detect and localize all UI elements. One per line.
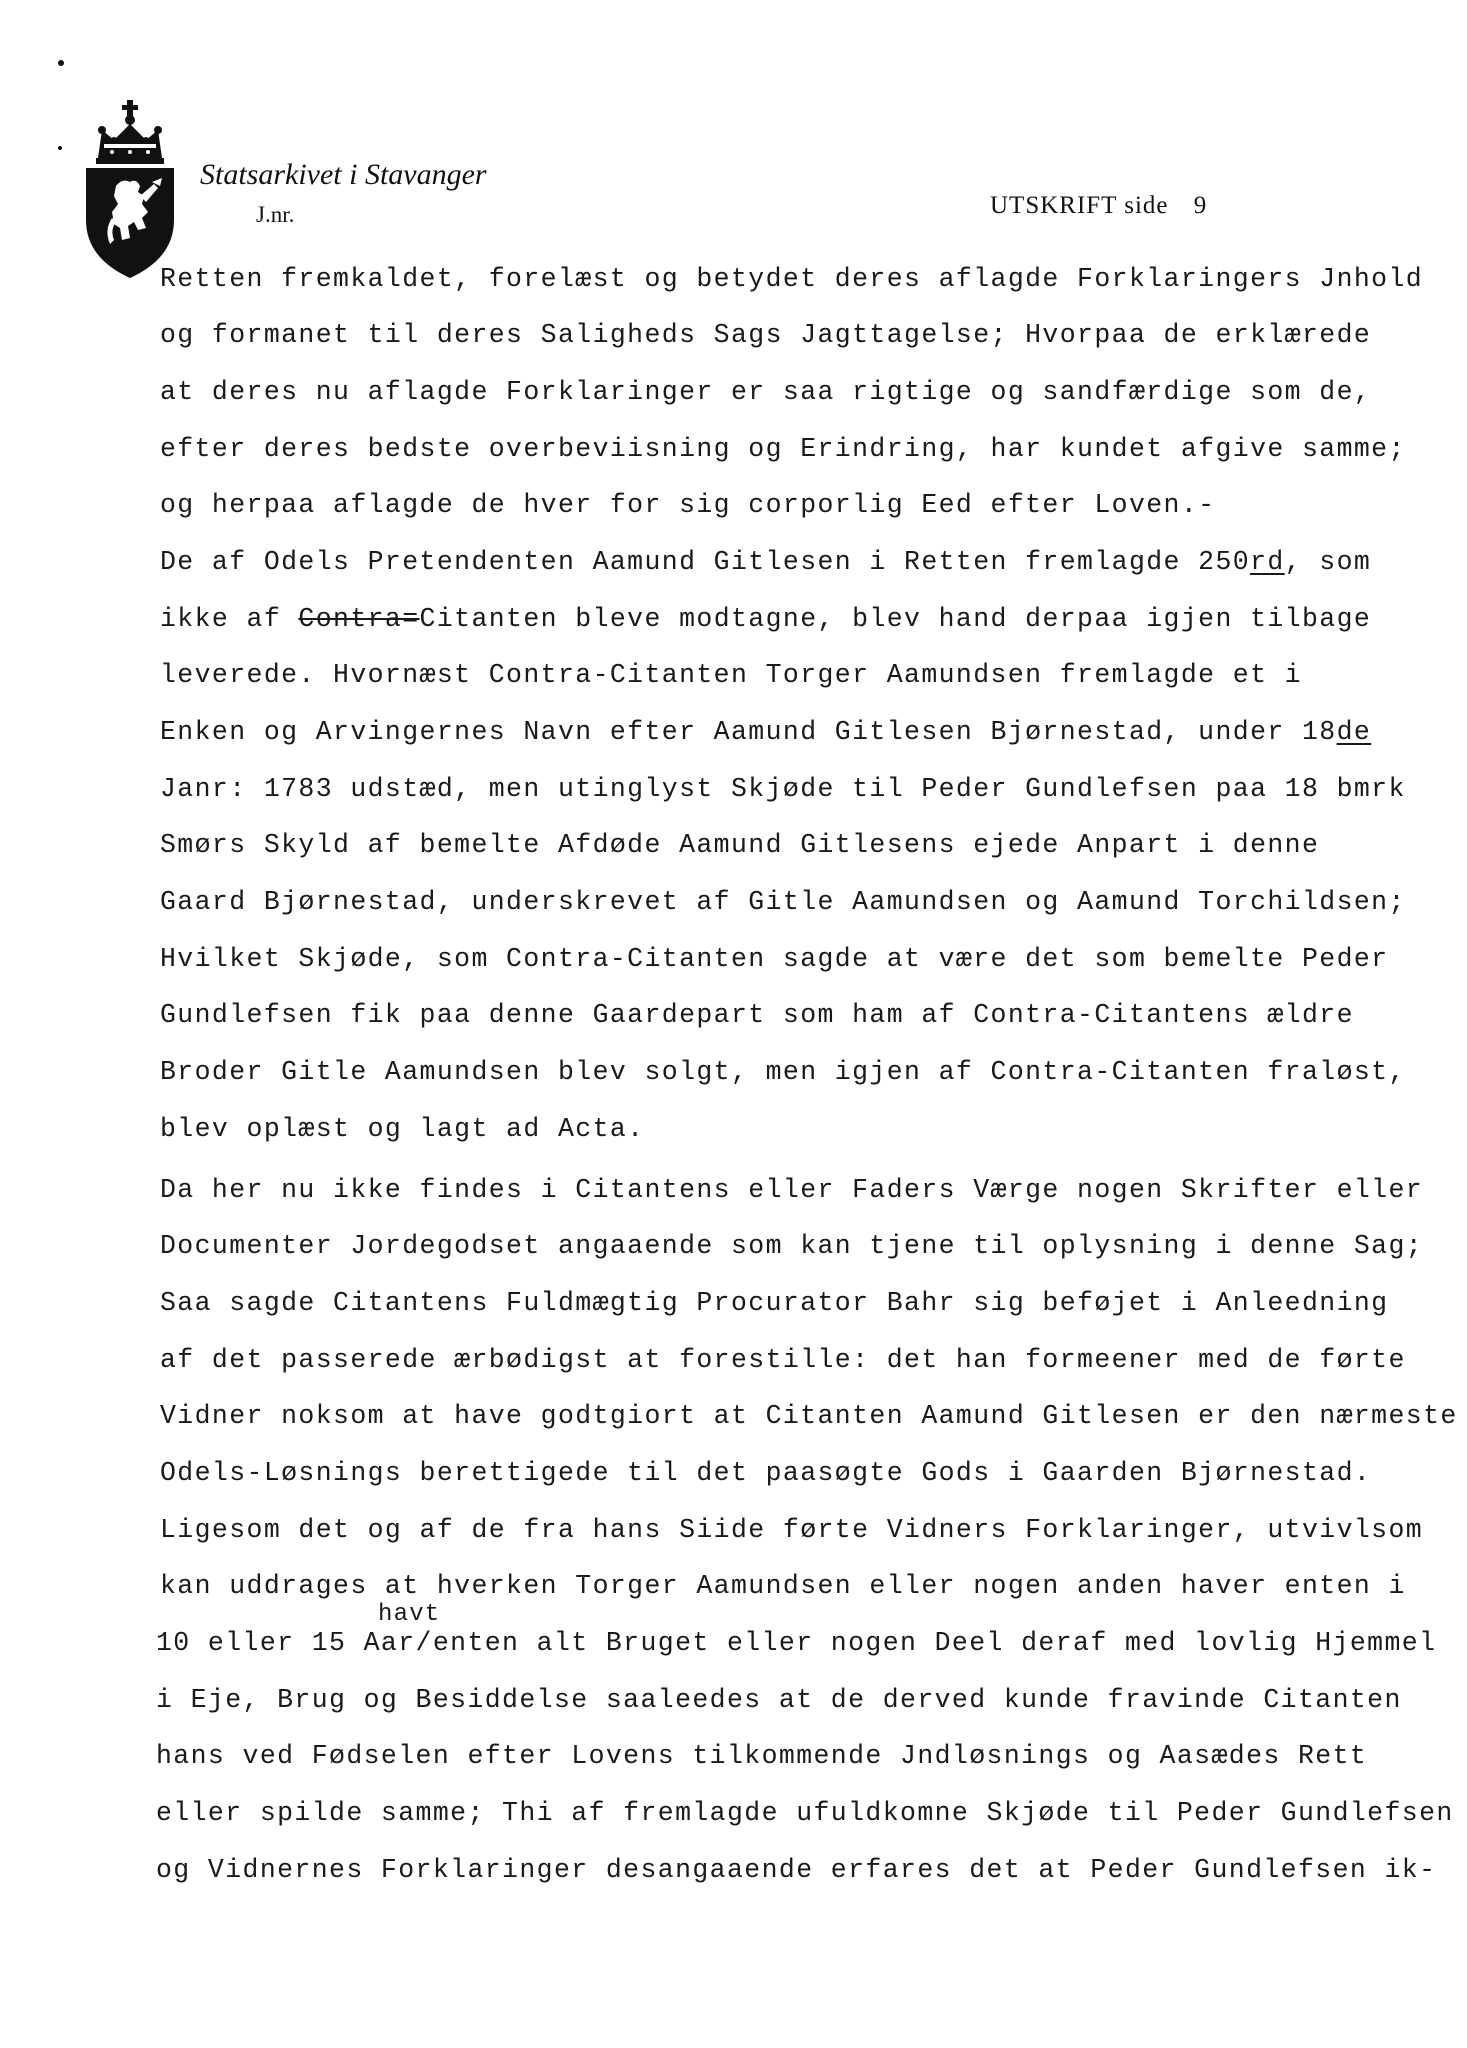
text-line: Da her nu ikke findes i Citantens eller Faders Værge nogen Skrifter eller bbox=[160, 1175, 1424, 1205]
text-line: og formanet til deres Saligheds Sags Jagttagelse; Hvorpaa de erklærede bbox=[160, 320, 1372, 350]
text-line: leverede. Hvornæst Contra-Citanten Torger Aamundsen fremlagde et i bbox=[160, 660, 1302, 690]
document-label: UTSKRIFT side bbox=[990, 192, 1169, 219]
text-line: Janr: 1783 udstæd, men utinglyst Skjøde til Peder Gundlefsen paa 18 bmrk bbox=[160, 774, 1406, 804]
text-line: efter deres bedste overbeviisning og Erindring, har kundet afgive samme; bbox=[160, 434, 1406, 464]
text-line: Saa sagde Citantens Fuldmægtig Procurator Bahr sig beføjet i Anleedning bbox=[160, 1288, 1389, 1318]
struck-correction: Contra= bbox=[298, 604, 420, 634]
journal-number-label: J.nr. bbox=[256, 202, 295, 227]
text-line: og Vidnernes Forklaringer desangaaende erfares det at Peder Gundlefsen ik- bbox=[156, 1855, 1437, 1885]
text-line: Gundlefsen fik paa denne Gaardepart som ham af Contra-Citantens ældre bbox=[160, 1000, 1354, 1030]
text-line: Gaard Bjørnestad, underskrevet af Gitle Aamundsen og Aamund Torchildsen; bbox=[160, 887, 1406, 917]
text-line: 10 eller 15 Aar/enten alt Bruget eller nogen Deel deraf med lovlig Hjemmel bbox=[156, 1628, 1437, 1658]
archive-name: Statsarkivet i Stavanger bbox=[200, 158, 487, 191]
text-line: og herpaa aflagde de hver for sig corporlig Eed efter Loven.- bbox=[160, 490, 1216, 520]
text-line: ikke af Contra=Citanten bleve modtagne, blev hand derpaa igjen tilbage bbox=[160, 604, 1372, 634]
text-line: at deres nu aflagde Forklaringer er saa rigtige og sandfærdige som de, bbox=[160, 377, 1372, 407]
text-line: Retten fremkaldet, forelæst og betydet deres aflagde Forklaringers Jnhold bbox=[160, 264, 1424, 294]
text-line: i Eje, Brug og Besiddelse saaleedes at de derved kunde fravinde Citanten bbox=[156, 1685, 1402, 1715]
text-line: Documenter Jordegodset angaaende som kan tjene til oplysning i denne Sag; bbox=[160, 1231, 1424, 1261]
text-line: kan uddrages at hverken Torger Aamundsen eller nogen anden haver enten i bbox=[160, 1571, 1406, 1601]
text-line: Enken og Arvingernes Navn efter Aamund Gitlesen Bjørnestad, under 18de bbox=[160, 717, 1372, 747]
text-line: blev oplæst og lagt ad Acta. bbox=[160, 1114, 645, 1144]
interlinear-insertion: havt bbox=[378, 1601, 441, 1628]
text-line: Vidner noksom at have godtgiort at Citanten Aamund Gitlesen er den nærmeste bbox=[160, 1401, 1458, 1431]
text-line: hans ved Fødselen efter Lovens tilkommende Jndløsnings og Aasædes Rett bbox=[156, 1741, 1368, 1771]
text-line: Broder Gitle Aamundsen blev solgt, men igjen af Contra-Citanten fraløst, bbox=[160, 1057, 1406, 1087]
text-line: Smørs Skyld af bemelte Afdøde Aamund Gitlesens ejede Anpart i denne bbox=[160, 830, 1320, 860]
text-line: Hvilket Skjøde, som Contra-Citanten sagde at være det som bemelte Peder bbox=[160, 944, 1389, 974]
underlined-abbreviation: de bbox=[1336, 717, 1372, 747]
text-line: eller spilde samme; Thi af fremlagde ufuldkomne Skjøde til Peder Gundlefsen bbox=[156, 1798, 1454, 1828]
text-line: Ligesom det og af de fra hans Siide førte Vidners Forklaringer, utvivlsom bbox=[160, 1515, 1424, 1545]
text-line: af det passerede ærbødigst at forestille: det han formeener med de førte bbox=[160, 1345, 1406, 1375]
text-line: Odels-Løsnings berettigede til det paasøgte Gods i Gaarden Bjørnestad. bbox=[160, 1458, 1372, 1488]
page-number: 9 bbox=[1193, 192, 1208, 219]
underlined-abbreviation: rd bbox=[1250, 547, 1285, 577]
text-line: De af Odels Pretendenten Aamund Gitlesen i Retten fremlagde 250rd, som bbox=[160, 547, 1372, 577]
